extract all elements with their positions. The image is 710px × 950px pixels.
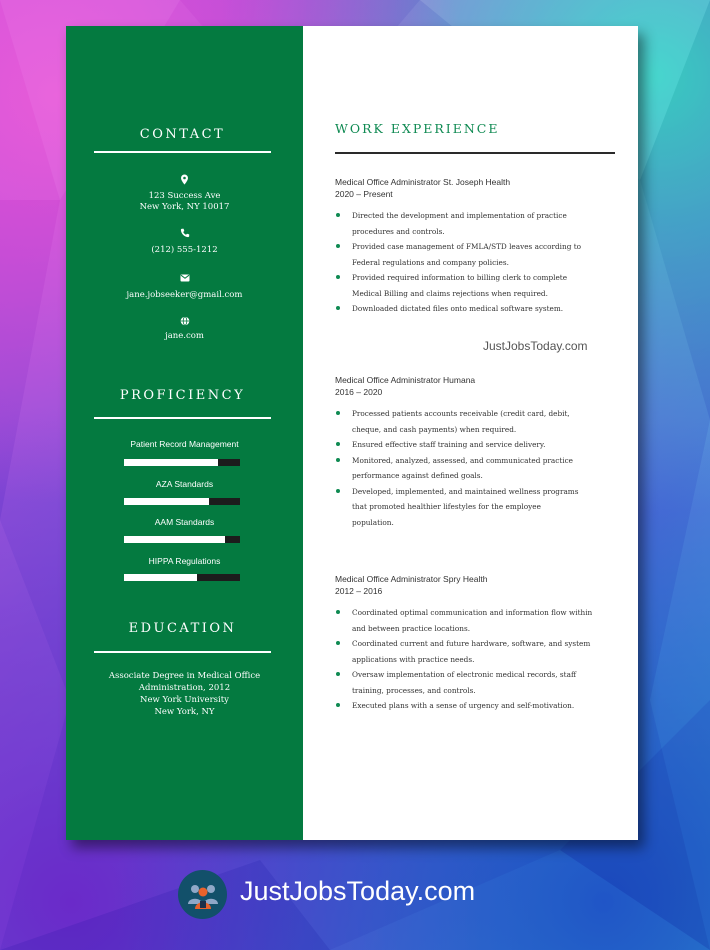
education-degree: Associate Degree in Medical Office	[108, 671, 261, 681]
job-bullet: Coordinated current and future hardware, software, and system	[335, 636, 605, 652]
job-bullet: Executed plans with a sense of urgency and self-motivation.	[335, 698, 605, 714]
job-bullet: Monitored, analyzed, assessed, and communicated practice	[335, 453, 605, 469]
brand-name[interactable]: JustJobsToday.com	[240, 876, 476, 906]
location-pin-icon	[66, 174, 303, 188]
skill-name: AZA Standards	[155, 479, 214, 489]
job-bullet: Processed patients accounts receivable (credit card, debit,	[335, 406, 605, 422]
website: jane.com	[165, 331, 204, 341]
job-bullet: Provided required information to billing clerk to complete	[335, 270, 605, 286]
address-line-2: New York, NY 10017	[139, 202, 230, 212]
job-dates: 2016 – 2020	[335, 387, 383, 397]
resume-sheet	[66, 26, 638, 840]
job-bullet: Downloaded dictated files onto medical software system.	[335, 301, 605, 317]
address-line-1: 123 Success Ave	[148, 191, 221, 201]
skill-bar-fill	[124, 498, 209, 505]
job-bullet: applications with practice needs.	[352, 654, 475, 664]
education-heading: EDUCATION	[128, 621, 237, 636]
job-bullet: and between practice locations.	[352, 623, 471, 633]
job-bullet: training, processes, and controls.	[352, 685, 476, 695]
proficiency-heading: PROFICIENCY	[119, 388, 246, 403]
job-bullet: population.	[352, 517, 394, 527]
job-bullet: Provided case management of FMLA/STD leaves according to	[335, 239, 605, 255]
job-bullet: Oversaw implementation of electronic medical records, staff	[335, 667, 605, 683]
education-location: New York, NY	[154, 707, 215, 717]
skill-bar	[124, 459, 240, 466]
skill-bar	[124, 574, 240, 581]
job-bullet: performance against defined goals.	[352, 471, 483, 480]
job-bullet: Developed, implemented, and maintained wellness programs	[335, 484, 605, 500]
globe-icon	[66, 316, 303, 329]
contact-divider	[94, 151, 271, 153]
job-bullet: procedures and controls.	[352, 226, 445, 236]
skill-bar	[124, 498, 240, 505]
resume-main	[303, 26, 638, 840]
education-divider	[94, 651, 271, 653]
skill-bar-fill	[124, 536, 225, 543]
skill-name: AAM Standards	[154, 517, 215, 527]
work-experience-heading: WORK EXPERIENCE	[335, 121, 500, 136]
job-bullet: Coordinated optimal communication and information flow within	[335, 605, 605, 621]
job-dates: 2020 – Present	[335, 189, 393, 199]
job-bullets	[335, 605, 605, 714]
contact-heading: CONTACT	[139, 127, 226, 142]
skill-name: HIPPA Regulations	[148, 556, 221, 566]
job-entry	[335, 176, 605, 317]
education-field-year: Administration, 2012	[138, 683, 231, 693]
job-bullet: Directed the development and implementation of practice	[335, 208, 605, 224]
brand-logo[interactable]	[178, 870, 227, 919]
people-group-icon	[186, 880, 220, 910]
phone-icon	[66, 228, 303, 241]
job-title: Medical Office Administrator Humana	[335, 375, 476, 385]
job-bullet: Medical Billing and claims rejections when required.	[352, 288, 548, 298]
skill-bar-fill	[124, 459, 218, 466]
job-bullet: Federal regulations and company policies.	[352, 257, 509, 267]
job-title: Medical Office Administrator St. Joseph Health	[335, 177, 511, 187]
job-bullets	[335, 208, 605, 317]
job-bullet: Ensured effective staff training and service delivery.	[335, 437, 605, 453]
skill-bar	[124, 536, 240, 543]
proficiency-divider	[94, 417, 271, 419]
job-bullets	[335, 406, 605, 530]
skill-bar-fill	[124, 574, 197, 581]
education-school: New York University	[140, 695, 229, 705]
work-experience-divider	[335, 152, 615, 154]
job-entry	[335, 573, 605, 714]
envelope-icon	[66, 274, 303, 285]
resume-sidebar	[66, 26, 303, 840]
job-dates: 2012 – 2016	[335, 586, 383, 596]
job-title: Medical Office Administrator Spry Health	[335, 574, 488, 584]
job-bullet: cheque, and cash payments) when required.	[352, 424, 517, 434]
email-address: jane.jobseeker@gmail.com	[126, 290, 243, 300]
phone-number: (212) 555-1212	[151, 245, 218, 255]
watermark-text: JustJobsToday.com	[483, 339, 588, 353]
job-entry	[335, 374, 605, 530]
skill-name: Patient Record Management	[130, 439, 239, 449]
job-bullet: that promoted healthier lifestyles for the employee	[352, 502, 541, 511]
